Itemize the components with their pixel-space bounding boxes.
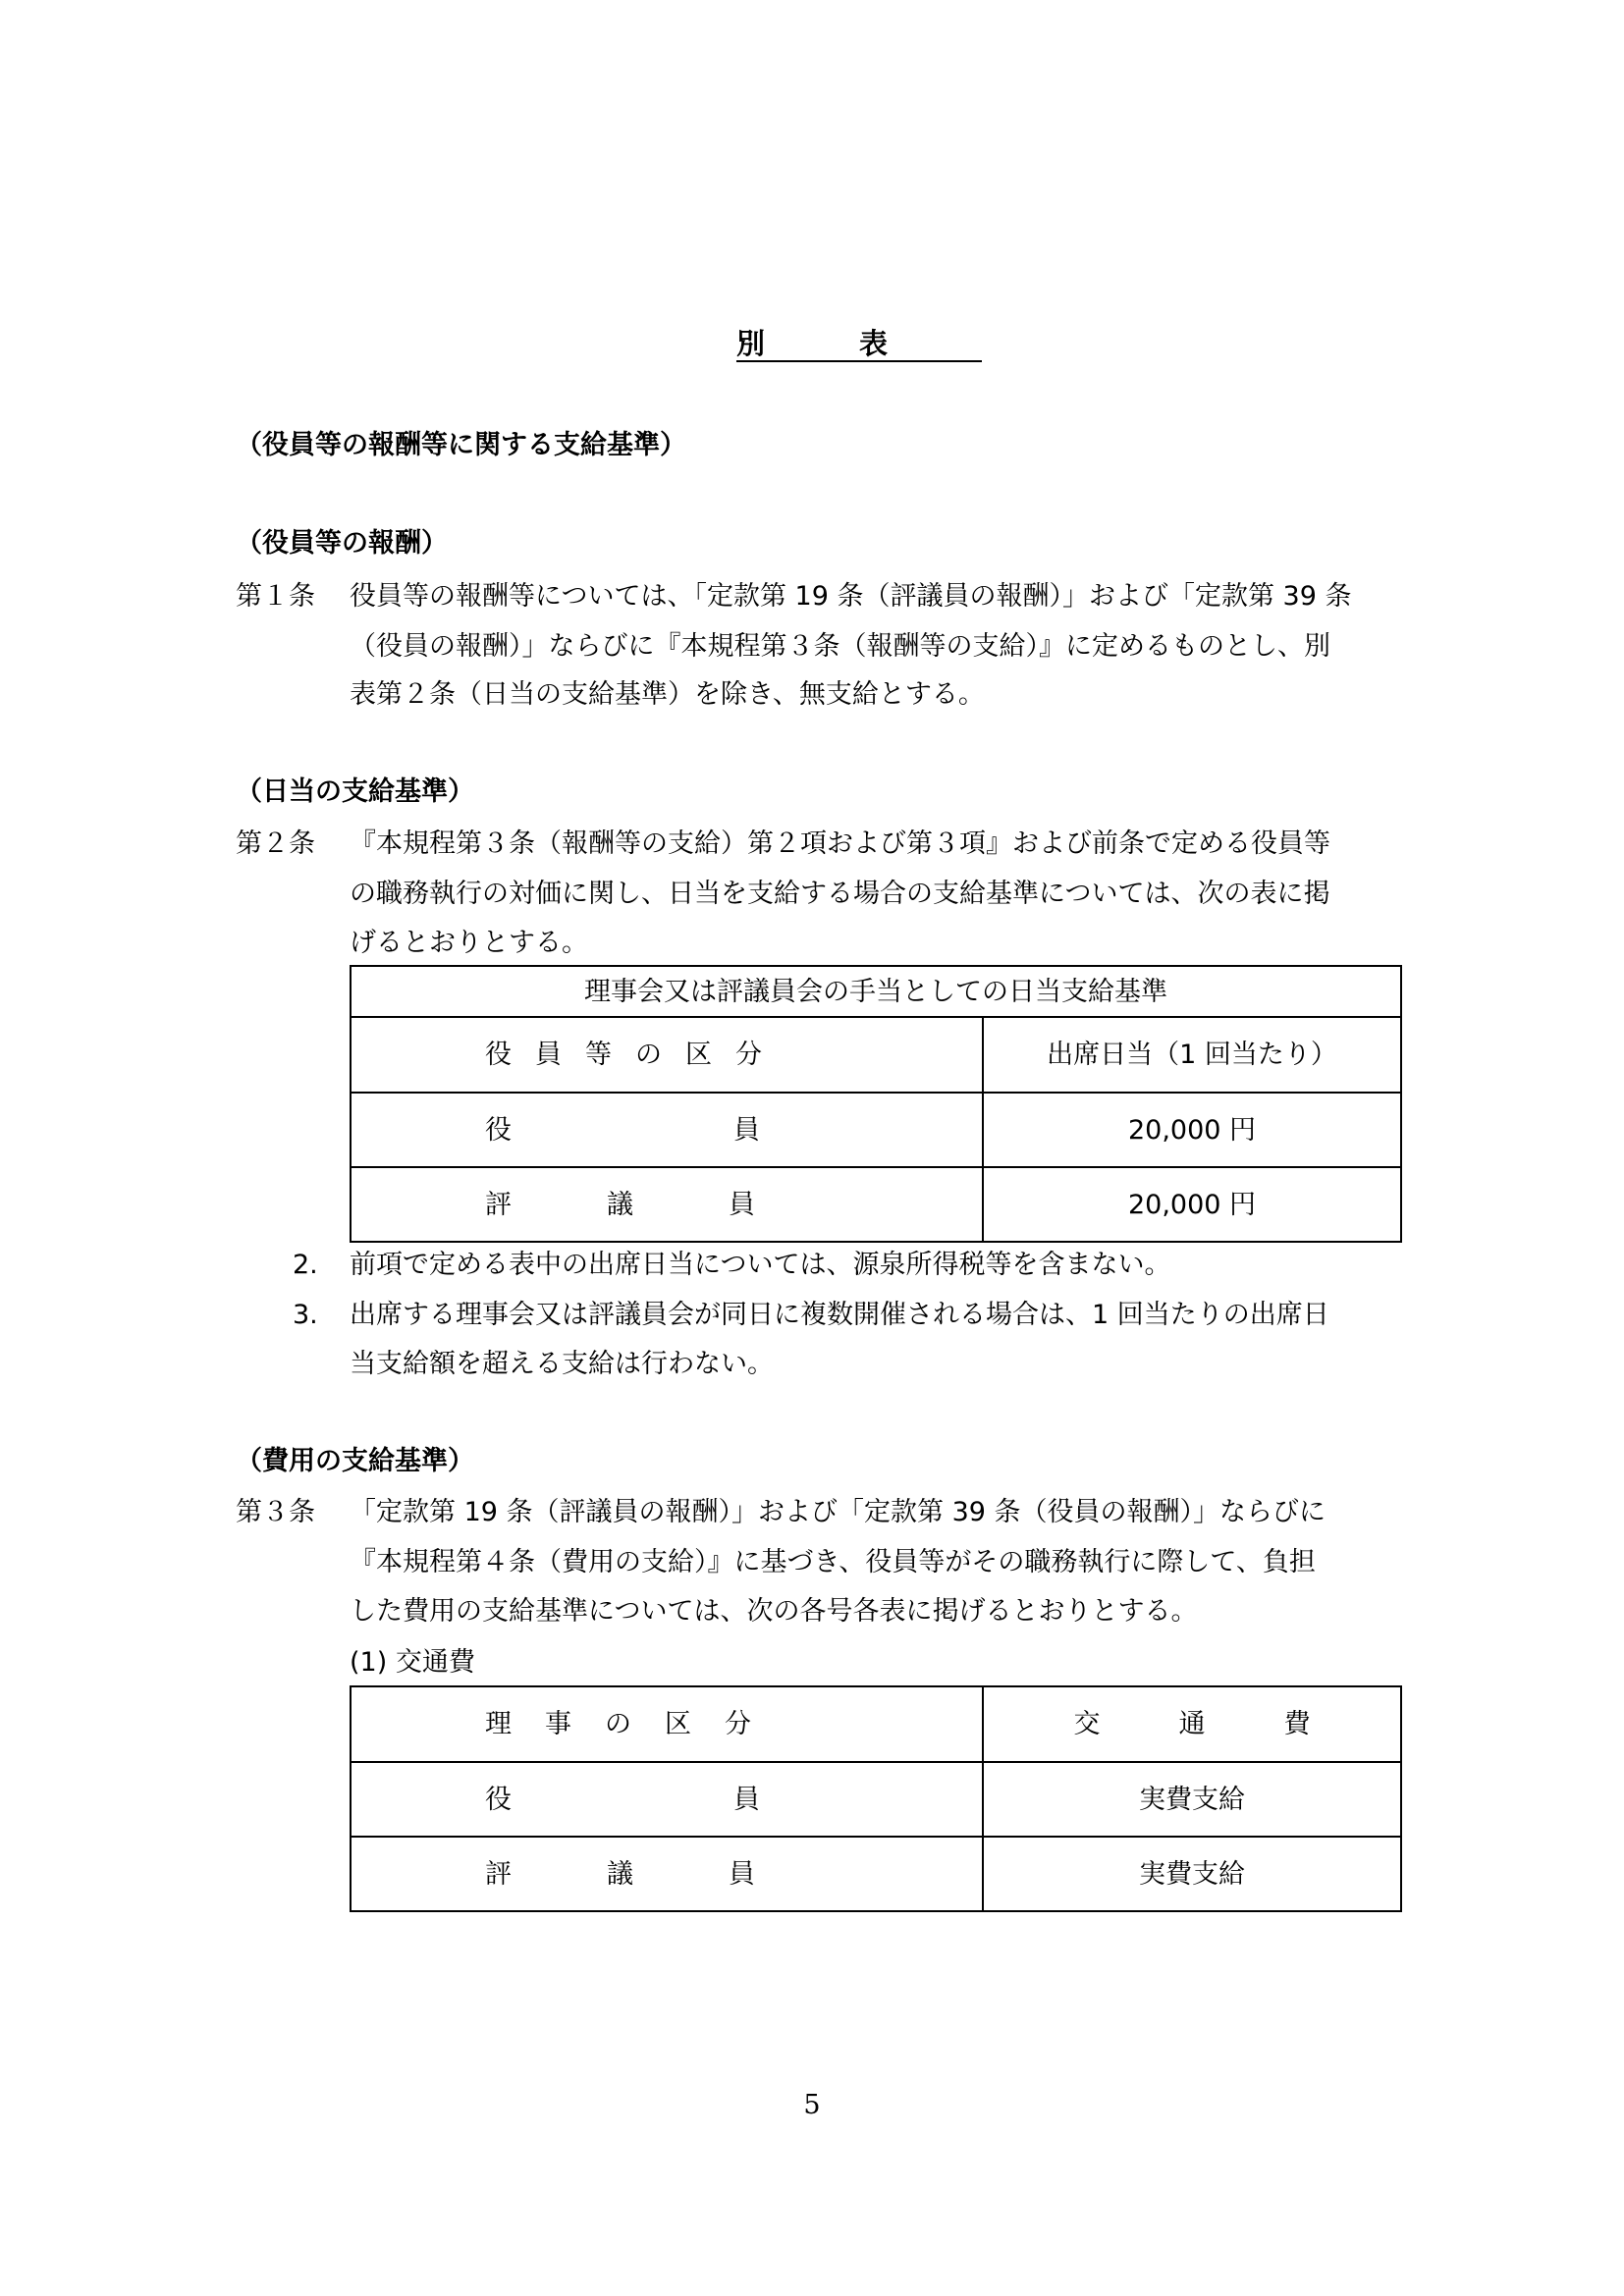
- table-header-category: 役員等の区分: [351, 1017, 983, 1093]
- table-cell-category: 役員: [351, 1762, 983, 1837]
- article2-heading: （日当の支給基準）: [236, 776, 474, 807]
- item-number: 2.: [293, 1250, 318, 1280]
- article1-line-3: 表第２条（日当の支給基準）を除き、無支給とする。: [350, 679, 985, 710]
- article3-heading: （費用の支給基準）: [236, 1446, 474, 1476]
- table-row: [351, 1167, 1401, 1242]
- table-cell-category: 評議員: [351, 1167, 983, 1242]
- article3-line-1: 「定款第 19 条（評議員の報酬）」および「定款第 39 条（役員の報酬）」ならびに: [350, 1497, 1326, 1527]
- item-line: 出席する理事会又は評議員会が同日に複数開催される場合は、1 回当たりの出席日: [350, 1300, 1329, 1330]
- table-row: [351, 1762, 1401, 1837]
- table-row: [351, 1093, 1401, 1167]
- table-header-category: 理事の区分: [351, 1686, 983, 1762]
- article2-label: 第２条: [236, 828, 315, 859]
- table-cell-amount: 20,000 円: [983, 1093, 1401, 1167]
- table-header-amount: 交通費: [983, 1686, 1401, 1762]
- article1-heading: （役員等の報酬）: [236, 528, 448, 559]
- article2-line-2: の職務執行の対価に関し、日当を支給する場合の支給基準については、次の表に掲: [350, 879, 1330, 909]
- table-cell-amount: 実費支給: [983, 1837, 1401, 1911]
- table-header-amount: 出席日当（1 回当たり）: [983, 1017, 1401, 1093]
- document-title: 別表: [735, 327, 982, 360]
- table-caption: 理事会又は評議員会の手当としての日当支給基準: [351, 966, 1401, 1017]
- article1-line-1: 役員等の報酬等については、「定款第 19 条（評議員の報酬）」および「定款第 39 条: [350, 581, 1352, 612]
- transport-table: [350, 1685, 1402, 1912]
- article3-label: 第３条: [236, 1497, 315, 1527]
- page-number: 5: [803, 2090, 821, 2120]
- item-number: 3.: [293, 1300, 318, 1330]
- table-cell-category: 評議員: [351, 1837, 983, 1911]
- item-line: 前項で定める表中の出席日当については、源泉所得税等を含まない。: [350, 1250, 1171, 1280]
- table-cell-amount: 実費支給: [983, 1762, 1401, 1837]
- article2-line-3: げるとおりとする。: [350, 928, 588, 958]
- table-row: [351, 1837, 1401, 1911]
- article1-line-2: （役員の報酬）」ならびに『本規程第３条（報酬等の支給）』に定めるものとし、別: [350, 631, 1330, 662]
- article2-line-1: 『本規程第３条（報酬等の支給）第２項および第３項』および前条で定める役員等: [350, 828, 1330, 859]
- table-cell-amount: 20,000 円: [983, 1167, 1401, 1242]
- article3-line-2: 『本規程第４条（費用の支給）』に基づき、役員等がその職務執行に際して、負担: [350, 1547, 1316, 1577]
- article3-line-3: した費用の支給基準については、次の各号各表に掲げるとおりとする。: [350, 1596, 1198, 1627]
- daily-allowance-table: [350, 965, 1402, 1243]
- article1-label: 第１条: [236, 581, 315, 612]
- item-line: 当支給額を超える支給は行わない。: [350, 1349, 774, 1379]
- subsection-heading: (1) 交通費: [350, 1647, 475, 1678]
- table-cell-category: 役員: [351, 1093, 983, 1167]
- section-heading: （役員等の報酬等に関する支給基準）: [236, 430, 686, 460]
